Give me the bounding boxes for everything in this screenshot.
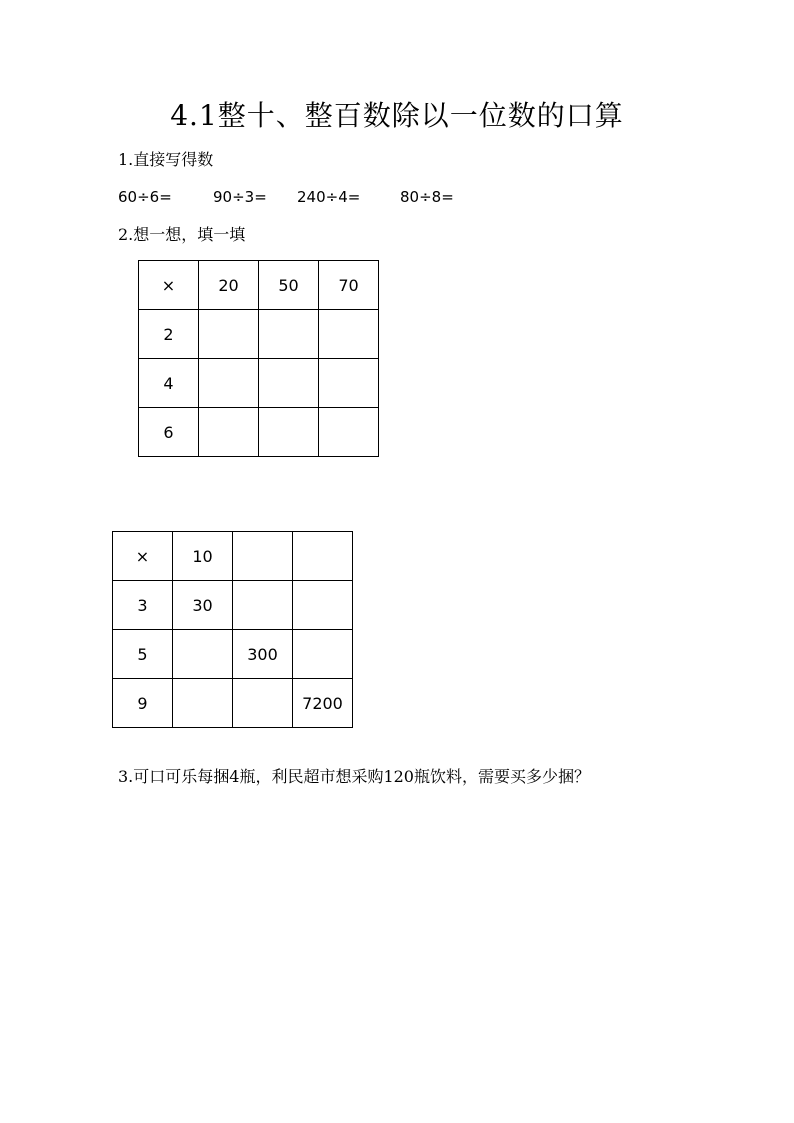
- row-header-cell: 9: [113, 679, 173, 728]
- answer-cell[interactable]: [293, 630, 353, 679]
- answer-cell[interactable]: [233, 532, 293, 581]
- answer-cell[interactable]: [233, 581, 293, 630]
- multiplication-table-2: [112, 531, 353, 728]
- row-header-cell: 5: [113, 630, 173, 679]
- answer-cell[interactable]: [199, 310, 259, 359]
- answer-cell[interactable]: [293, 581, 353, 630]
- table-row: [139, 261, 379, 310]
- answer-cell[interactable]: [173, 630, 233, 679]
- header-cell: 70: [319, 261, 379, 310]
- answer-cell[interactable]: [233, 679, 293, 728]
- answer-cell[interactable]: [293, 532, 353, 581]
- table-row: [113, 581, 353, 630]
- row-header-cell: 2: [139, 310, 199, 359]
- answer-cell[interactable]: [259, 310, 319, 359]
- value-cell: 7200: [293, 679, 353, 728]
- answer-cell[interactable]: [319, 359, 379, 408]
- question-2-label: 2.想一想，填一填: [118, 225, 246, 244]
- header-cell: 20: [199, 261, 259, 310]
- multiplication-table-1: [138, 260, 379, 457]
- value-cell: 30: [173, 581, 233, 630]
- answer-cell[interactable]: [259, 408, 319, 457]
- table-row: [139, 310, 379, 359]
- question-3-text: 3.可口可乐每捆4瓶，利民超市想采购120瓶饮料，需要买多少捆？: [118, 767, 590, 786]
- table-row: [113, 532, 353, 581]
- calculation-item: 80÷8=: [400, 188, 454, 206]
- value-cell: 300: [233, 630, 293, 679]
- calculation-list: [0, 186, 794, 208]
- answer-cell[interactable]: [259, 359, 319, 408]
- answer-cell[interactable]: [199, 408, 259, 457]
- calculation-item: 240÷4=: [297, 188, 361, 206]
- header-cell: 10: [173, 532, 233, 581]
- answer-cell[interactable]: [319, 310, 379, 359]
- table-row: [139, 408, 379, 457]
- table-row: [113, 679, 353, 728]
- table-row: [139, 359, 379, 408]
- row-header-cell: 6: [139, 408, 199, 457]
- row-header-cell: 3: [113, 581, 173, 630]
- answer-cell[interactable]: [319, 408, 379, 457]
- operator-cell: ×: [139, 261, 199, 310]
- answer-cell[interactable]: [199, 359, 259, 408]
- calculation-item: 90÷3=: [213, 188, 267, 206]
- table-row: [113, 630, 353, 679]
- question-1-label: 1.直接写得数: [118, 150, 214, 169]
- row-header-cell: 4: [139, 359, 199, 408]
- header-cell: 50: [259, 261, 319, 310]
- calculation-item: 60÷6=: [118, 188, 172, 206]
- answer-cell[interactable]: [173, 679, 233, 728]
- operator-cell: ×: [113, 532, 173, 581]
- page-title: 4.1整十、整百数除以一位数的口算: [170, 99, 624, 132]
